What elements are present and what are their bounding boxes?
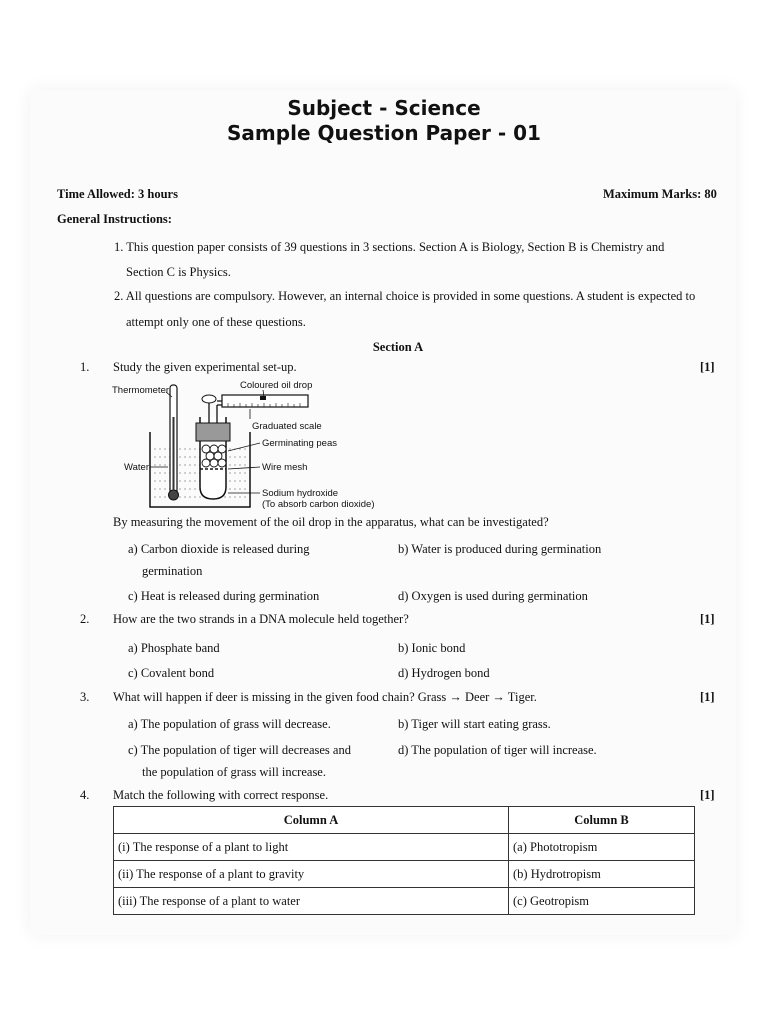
cropped-header-line — [268, 79, 508, 89]
option-c: c) Covalent bond — [128, 666, 215, 680]
subject-title: Subject - Science — [287, 96, 481, 120]
label-oil-drop: Coloured oil drop — [240, 380, 313, 391]
question-marks: [1] — [700, 690, 715, 704]
column-b-header: Column B — [509, 807, 695, 834]
option-d: d) Oxygen is used during germination — [398, 589, 588, 603]
option-b: b) Tiger will start eating grass. — [398, 717, 551, 731]
match-table — [113, 806, 695, 915]
respiration-apparatus-diagram — [110, 377, 400, 512]
option-a: a) The population of grass will decrease. — [128, 717, 331, 731]
option-d: d) Hydrogen bond — [398, 666, 490, 680]
question-marks: [1] — [700, 788, 715, 802]
option-b: b) Ionic bond — [398, 641, 466, 655]
column-a-header: Column A — [114, 807, 509, 834]
option-a: a) Phosphate band — [128, 641, 220, 655]
question-number: 1. — [80, 360, 90, 374]
option-c: c) Heat is released during germination — [128, 589, 320, 603]
label-thermometer: Thermometer — [112, 385, 170, 396]
question-number: 3. — [80, 690, 90, 704]
option-a: a) Carbon dioxide is released during — [128, 542, 310, 556]
table-row — [114, 861, 695, 888]
time-allowed: Time Allowed: 3 hours — [57, 187, 178, 201]
table-row — [114, 888, 695, 915]
question-text: What will happen if deer is missing in the given food chain? Grass → Deer → Tiger. — [113, 690, 537, 704]
option-a-continued: germination — [142, 564, 203, 578]
option-c-continued: the population of grass will increase. — [142, 765, 326, 779]
question-number: 4. — [80, 788, 90, 802]
maximum-marks: Maximum Marks: 80 — [603, 187, 717, 201]
question-marks: [1] — [700, 612, 715, 626]
instruction-2-line2: attempt only one of these questions. — [126, 315, 306, 329]
option-b: b) Water is produced during germination — [398, 542, 602, 556]
label-wire-mesh: Wire mesh — [262, 462, 308, 473]
paper-title: Sample Question Paper - 01 — [227, 121, 541, 145]
table-cell: (i) The response of a plant to light — [114, 834, 509, 861]
table-cell: (b) Hydrotropism — [509, 861, 695, 888]
option-d: d) The population of tiger will increase. — [398, 743, 597, 757]
label-water: Water — [124, 462, 149, 473]
question-number: 2. — [80, 612, 90, 626]
question-text: Study the given experimental set-up. — [113, 360, 297, 374]
label-naoh-note: (To absorb carbon dioxide) — [262, 499, 375, 510]
table-cell: (a) Phototropism — [509, 834, 695, 861]
question-followup: By measuring the movement of the oil drop in the apparatus, what can be investigated? — [113, 515, 549, 529]
label-graduated-scale: Graduated scale — [252, 421, 322, 432]
instruction-2-line1: 2. All questions are compulsory. However, an internal choice is provided in some questions. A student is expected to — [114, 289, 696, 303]
question-text: Match the following with correct response. — [113, 788, 329, 802]
table-cell: (ii) The response of a plant to gravity — [114, 861, 509, 888]
option-c: c) The population of tiger will decreases and — [128, 743, 351, 757]
label-sodium-hydroxide: Sodium hydroxide — [262, 488, 339, 499]
label-germinating-peas: Germinating peas — [262, 438, 337, 449]
instruction-1-line1: 1. This question paper consists of 39 questions in 3 sections. Section A is Biology, Section B is Chemistry and — [114, 240, 665, 254]
instruction-1-line2: Section C is Physics. — [126, 265, 231, 279]
question-text: How are the two strands in a DNA molecule held together? — [113, 612, 409, 626]
instructions-heading: General Instructions: — [57, 212, 172, 226]
question-marks: [1] — [700, 360, 715, 374]
table-row — [114, 834, 695, 861]
table-cell: (iii) The response of a plant to water — [114, 888, 509, 915]
section-title: Section A — [372, 340, 424, 354]
table-cell: (c) Geotropism — [509, 888, 695, 915]
table-header-row — [114, 807, 695, 834]
